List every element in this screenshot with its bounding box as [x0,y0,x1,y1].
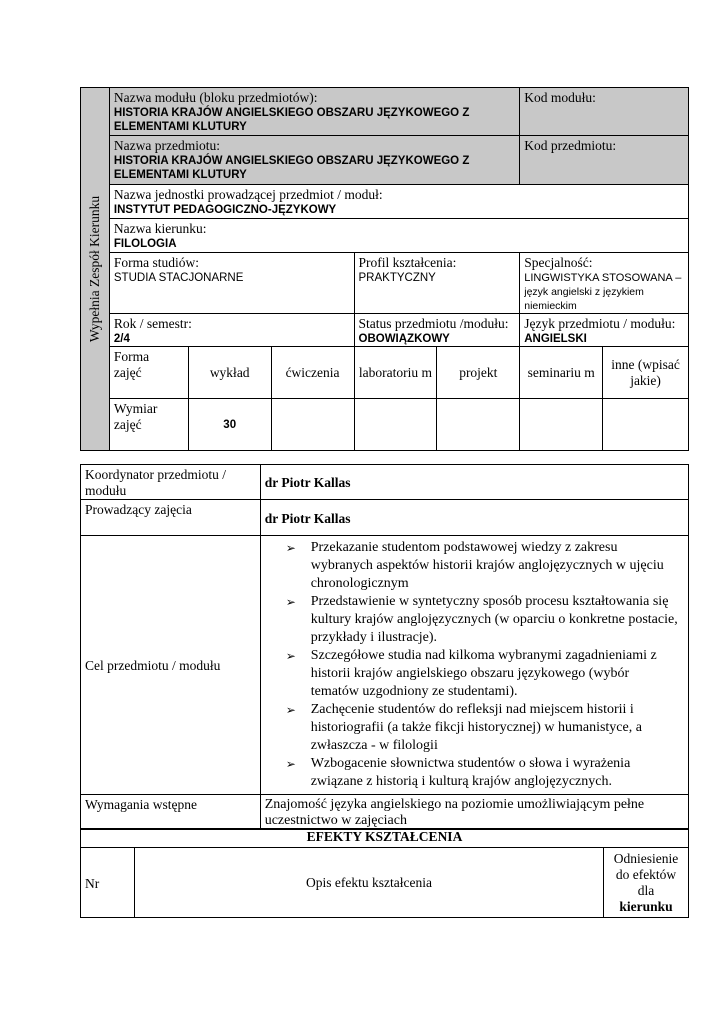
language-value: ANGIELSKI [524,333,587,345]
unit-value: INSTYTUT PEDAGOGICZNO-JĘZYKOWY [113,204,337,216]
hours-project [437,399,520,451]
module-code-label: Kod modułu: [524,90,596,105]
outcomes-ref-line3: dla [637,882,655,898]
arrow-bullet-icon: ➢ [285,595,296,609]
subject-name-value: HISTORIA KRAJÓW ANGIELSKIEGO OBSZARU JĘZYKOWEGO Z ELEMENTAMI KLUTURY [113,155,470,181]
goal-item: ➢ Przekazanie studentom podstawowej wiedzy z zakresu wybranych aspektów historii krajów anglojęzycznych w ujęciu chronologicznym [285,540,664,591]
hours-label-line1: Wymiar [113,401,158,416]
arrow-bullet-icon: ➢ [285,703,296,717]
forms-label-line2: zajęć [113,365,142,380]
language-label: Język przedmiotu / modułu: [524,316,676,331]
learning-outcomes-table [80,828,689,918]
goal-item: ➢ Szczegółowe studia nad kilkoma wybranymi zagadnieniami z historii krajów angielskiego obszaru językowego (wybór tematów uzgodniony ze studentami). [285,648,657,699]
module-name-value: HISTORIA KRAJÓW ANGIELSKIEGO OBSZARU JĘZYKOWEGO Z ELEMENTAMI KLUTURY [113,107,470,133]
arrow-bullet-icon: ➢ [285,649,296,663]
side-label-cell [81,88,110,451]
specialty-value-line1: LINGWISTYKA STOSOWANA – [524,272,682,284]
arrow-bullet-icon: ➢ [285,541,296,555]
forms-col-exercises: ćwiczenia [271,347,354,399]
forms-label-line1: Forma [113,349,150,364]
outcomes-ref-line2: do efektów [615,866,677,882]
forms-col-lecture: wykład [188,347,271,399]
status-label: Status przedmiotu /modułu: [358,316,509,331]
unit-label: Nazwa jednostki prowadzącej przedmiot / moduł: [113,187,383,202]
forms-col-other: inne (wpisać jakie) [603,347,689,399]
module-info-table [80,87,689,451]
side-label: Wypełnia Zespół Kierunku [86,195,102,343]
subject-code-label: Kod przedmiotu: [524,138,617,153]
outcomes-col-nr: Nr [81,848,135,918]
hours-lecture: 30 [188,399,271,451]
study-form-label: Forma studiów: [113,255,200,270]
module-name-label: Nazwa modułu (bloku przedmiotów): [113,90,318,105]
forms-col-project: projekt [437,347,520,399]
coordinator-label: Koordynator przedmiotu / modułu [85,467,226,498]
teacher-value: dr Piotr Kallas [264,510,351,526]
outcomes-col-description: Opis efektu kształcenia [134,848,603,918]
goals-list [261,539,680,791]
outcomes-title: EFEKTY KSZTAŁCENIA [81,829,689,848]
direction-value: FILOLOGIA [113,238,177,250]
arrow-bullet-icon: ➢ [285,757,296,771]
goal-item: ➢ Przedstawienie w syntetyczny sposób procesu kształtowania się kultury krajów anglojęzycznych (w oparciu o konkretne postacie, przykłady i ilustracje). [285,594,678,645]
teacher-label: Prowadzący zajęcia [85,502,192,517]
specialty-value-line2: język angielski z językiem niemieckim [524,286,644,312]
study-form-value: STUDIA STACJONARNE [113,272,244,284]
hours-laboratory [354,399,437,451]
hours-label-line2: zajęć [113,417,142,432]
status-value: OBOWIĄZKOWY [358,333,450,345]
subject-name-label: Nazwa przedmiotu: [113,138,220,153]
outcomes-ref-line1: Odniesienie [613,850,679,866]
specialty-label: Specjalność: [524,255,593,270]
goal-item: ➢ Wzbogacenie słownictwa studentów o słowa i wyrażenia związane z historią i kulturą krajów anglojęzycznych. [285,756,631,789]
goals-label: Cel przedmiotu / modułu [85,658,221,673]
outcomes-ref-line4: kierunku [619,898,673,914]
hours-exercises [271,399,354,451]
requirements-label: Wymagania wstępne [85,797,198,812]
course-details-table [80,464,689,830]
outcomes-col-reference [604,848,689,918]
year-value: 2/4 [113,333,130,345]
goal-item: ➢ Zachęcenie studentów do refleksji nad miejscem historii i historiografii (a także fikcji historycznej) w humanistyce, a zwłaszcza - w filologii [285,702,642,753]
forms-col-seminar: seminariu m [520,347,603,399]
forms-col-laboratory: laboratoriu m [354,347,437,399]
requirements-value: Znajomość języka angielskiego na poziomie umożliwiającym pełne uczestnictwo w zajęciach [264,797,645,828]
hours-other [603,399,689,451]
coordinator-value: dr Piotr Kallas [264,475,351,490]
profile-label: Profil kształcenia: [358,255,457,270]
direction-label: Nazwa kierunku: [113,221,207,236]
profile-value: PRAKTYCZNY [358,272,436,284]
year-label: Rok / semestr: [113,316,192,331]
hours-seminar [520,399,603,451]
